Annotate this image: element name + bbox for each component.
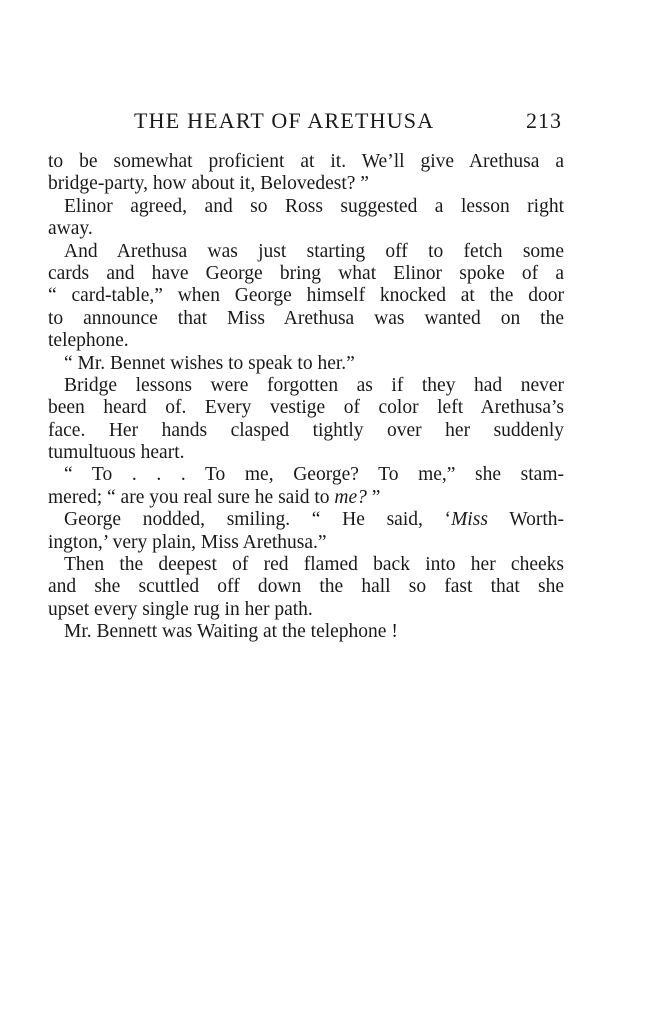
page-header bbox=[48, 108, 564, 138]
body-text bbox=[48, 151, 564, 644]
text-line: “ Mr. Bennet wishes to speak to her.” bbox=[64, 352, 355, 374]
text-line: to announce that Miss Arethusa was wanted on the bbox=[48, 307, 564, 329]
italic-word: Miss bbox=[451, 509, 488, 531]
text-segment: mered; “ are you real sure he said to bbox=[48, 486, 335, 508]
text-line bbox=[48, 509, 564, 531]
text-line: telephone. bbox=[48, 330, 129, 352]
page-number: 213 bbox=[526, 108, 562, 133]
text-line: been heard of. Every vestige of color left Arethusa’s bbox=[48, 397, 564, 419]
text-segment: Worth- bbox=[487, 509, 564, 531]
text-line: Then the deepest of red flamed back into her cheeks bbox=[64, 554, 564, 576]
text-line: away. bbox=[48, 218, 93, 240]
text-line: “ To . . . To me, George? To me,” she stam- bbox=[64, 464, 564, 486]
running-title: THE HEART OF ARETHUSA bbox=[134, 108, 435, 133]
text-line: Mr. Bennett was Waiting at the telephone ! bbox=[64, 621, 398, 643]
text-line: ington,’ very plain, Miss Arethusa.” bbox=[48, 531, 327, 553]
text-line: “ card-table,” when George himself knocked at the door bbox=[48, 285, 564, 307]
text-line: face. Her hands clasped tightly over her suddenly bbox=[48, 419, 564, 441]
text-line: cards and have George bring what Elinor spoke of a bbox=[48, 262, 564, 284]
italic-word: me? bbox=[334, 486, 367, 508]
text-segment: George nodded, smiling. “ He said, ‘ bbox=[64, 509, 452, 531]
text-segment: ” bbox=[366, 486, 381, 508]
text-line bbox=[48, 487, 564, 509]
text-line: Elinor agreed, and so Ross suggested a lesson right bbox=[64, 195, 564, 217]
text-line: to be somewhat proficient at it. We’ll give Arethusa a bbox=[48, 151, 564, 172]
text-line: And Arethusa was just starting off to fetch some bbox=[64, 240, 564, 262]
text-line: Bridge lessons were forgotten as if they had never bbox=[64, 374, 564, 396]
text-line: and she scuttled off down the hall so fast that she bbox=[48, 576, 564, 598]
text-line: tumultuous heart. bbox=[48, 442, 185, 464]
text-line: bridge-party, how about it, Belovedest? ” bbox=[48, 173, 369, 195]
text-line: upset every single rug in her path. bbox=[48, 598, 313, 620]
